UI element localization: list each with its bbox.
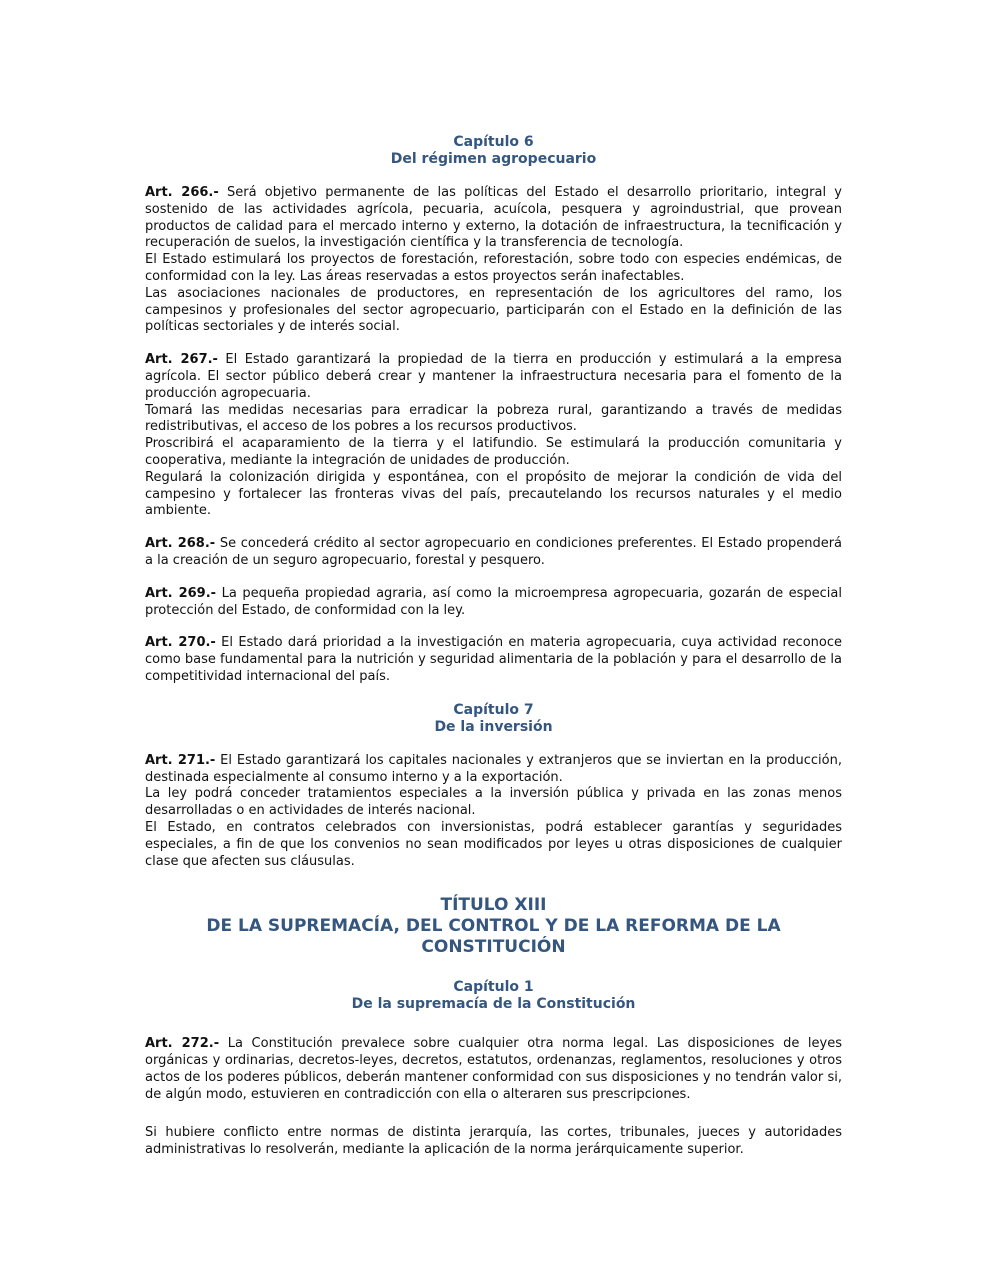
article-paragraph: Regulará la colonización dirigida y espontánea, con el propósito de mejorar la condición de vida del campesino y fortalecer las fronteras vivas del país, precautelando los recursos naturales y el medio ambiente. <box>145 469 842 519</box>
article-266 <box>145 185 842 336</box>
article-label: Art. 272.- <box>145 1036 220 1052</box>
article-268 <box>145 536 842 570</box>
article-label: Art. 270.- <box>145 635 216 651</box>
article-label: Art. 267.- <box>145 352 218 368</box>
article-text: El Estado dará prioridad a la investigación en materia agropecuaria, cuya actividad reconoce como base fundamental para la nutrición y seguridad alimentaria de la población y para el desarrollo de la competitividad internacional del país. <box>145 635 842 684</box>
article-paragraph <box>145 352 842 402</box>
title-name-line-2: CONSTITUCIÓN <box>421 937 566 958</box>
chapter-name: De la supremacía de la Constitución <box>351 996 636 1013</box>
article-paragraph <box>145 635 842 685</box>
article-label: Art. 266.- <box>145 185 219 200</box>
article-text: El Estado garantizará los capitales nacionales y extranjeros que se inviertan en la producción, destinada especialmente al consumo interno y a la exportación. <box>145 752 842 785</box>
article-267 <box>145 352 842 520</box>
title-xiii-heading <box>145 895 842 958</box>
chapter-1-heading <box>145 979 842 1013</box>
chapter-6-heading <box>145 134 842 168</box>
article-paragraph: Las asociaciones nacionales de productores, en representación de los agricultores del ramo, los campesinos y profesionales del sector agropecuario, participarán con el Estado en la definición de las políticas sectoriales y de interés social. <box>145 285 842 335</box>
article-paragraph: El Estado estimulará los proyectos de forestación, reforestación, sobre todo con especies endémicas, de conformidad con la ley. Las áreas reservadas a estos proyectos serán inafectables. <box>145 252 842 284</box>
article-paragraph: El Estado, en contratos celebrados con inversionistas, podrá establecer garantías y seguridades especiales, a fin de que los convenios no sean modificados por leyes u otras disposiciones de cualquier clase que afecten sus cláusulas. <box>145 819 842 869</box>
article-paragraph <box>145 185 842 252</box>
title-number: TÍTULO XIII <box>440 895 547 916</box>
article-paragraph <box>145 1036 842 1103</box>
article-label: Art. 271.- <box>145 752 216 768</box>
chapter-name: Del régimen agropecuario <box>390 151 597 167</box>
chapter-number: Capítulo 7 <box>453 701 534 718</box>
chapter-7-heading <box>145 702 842 736</box>
article-paragraph: Tomará las medidas necesarias para erradicar la pobreza rural, garantizando a través de medidas redistributivas, el acceso de los pobres a los recursos productivos. <box>145 402 842 435</box>
article-270 <box>145 635 842 685</box>
article-paragraph <box>145 753 842 787</box>
article-paragraph: Si hubiere conflicto entre normas de distinta jerarquía, las cortes, tribunales, jueces y autoridades administrativas lo resolverán, mediante la aplicación de la norma jerárquicamente superior. <box>145 1125 842 1158</box>
article-269 <box>145 586 842 620</box>
article-272 <box>145 1036 842 1159</box>
title-name-line-1: DE LA SUPREMACÍA, DEL CONTROL Y DE LA REFORMA DE LA <box>206 916 781 937</box>
document-page <box>145 134 842 1159</box>
article-label: Art. 268.- <box>145 536 216 552</box>
article-paragraph: La ley podrá conceder tratamientos especiales a la inversión pública y privada en las zonas menos desarrolladas o en actividades de interés nacional. <box>145 786 842 819</box>
article-271 <box>145 753 842 871</box>
article-text: Será objetivo permanente de las políticas del Estado el desarrollo prioritario, integral y sostenido de las actividades agrícola, pecuaria, acuícola, pesquera y agroindustrial, que provean productos de calidad para el mercado interno y externo, la dotación de infraestructura, la tecnificación y recuperación de suelos, la investigación científica y la transferencia de tecnología. <box>145 185 842 251</box>
chapter-name: De la inversión <box>434 718 553 735</box>
article-text: La pequeña propiedad agraria, así como la microempresa agropecuaria, gozarán de especial protección del Estado, de conformidad con la ley. <box>145 585 842 618</box>
article-paragraph <box>145 536 842 570</box>
article-text: El Estado garantizará la propiedad de la tierra en producción y estimulará a la empresa agrícola. El sector público deberá crear y mantener la infraestructura necesaria para el fomento de la producción agropecuaria. <box>145 352 842 401</box>
article-text: La Constitución prevalece sobre cualquier otra norma legal. Las disposiciones de leyes orgánicas y ordinarias, decretos-leyes, decretos, estatutos, ordenanzas, reglamentos, resoluciones y otros actos de los poderes públicos, deberán mantener conformidad con sus disposiciones y no tendrán valor si, de algún modo, estuvieren en contradicción con ella o alteraren sus prescripciones. <box>145 1036 843 1102</box>
chapter-number: Capítulo 6 <box>453 134 534 150</box>
article-paragraph: Proscribirá el acaparamiento de la tierra y el latifundio. Se estimulará la producción comunitaria y cooperativa, mediante la integración de unidades de producción. <box>145 436 842 468</box>
article-label: Art. 269.- <box>145 585 217 601</box>
chapter-number: Capítulo 1 <box>453 979 534 996</box>
article-paragraph <box>145 586 842 620</box>
article-text: Se concederá crédito al sector agropecuario en condiciones preferentes. El Estado propenderá a la creación de un seguro agropecuario, forestal y pesquero. <box>145 536 843 568</box>
